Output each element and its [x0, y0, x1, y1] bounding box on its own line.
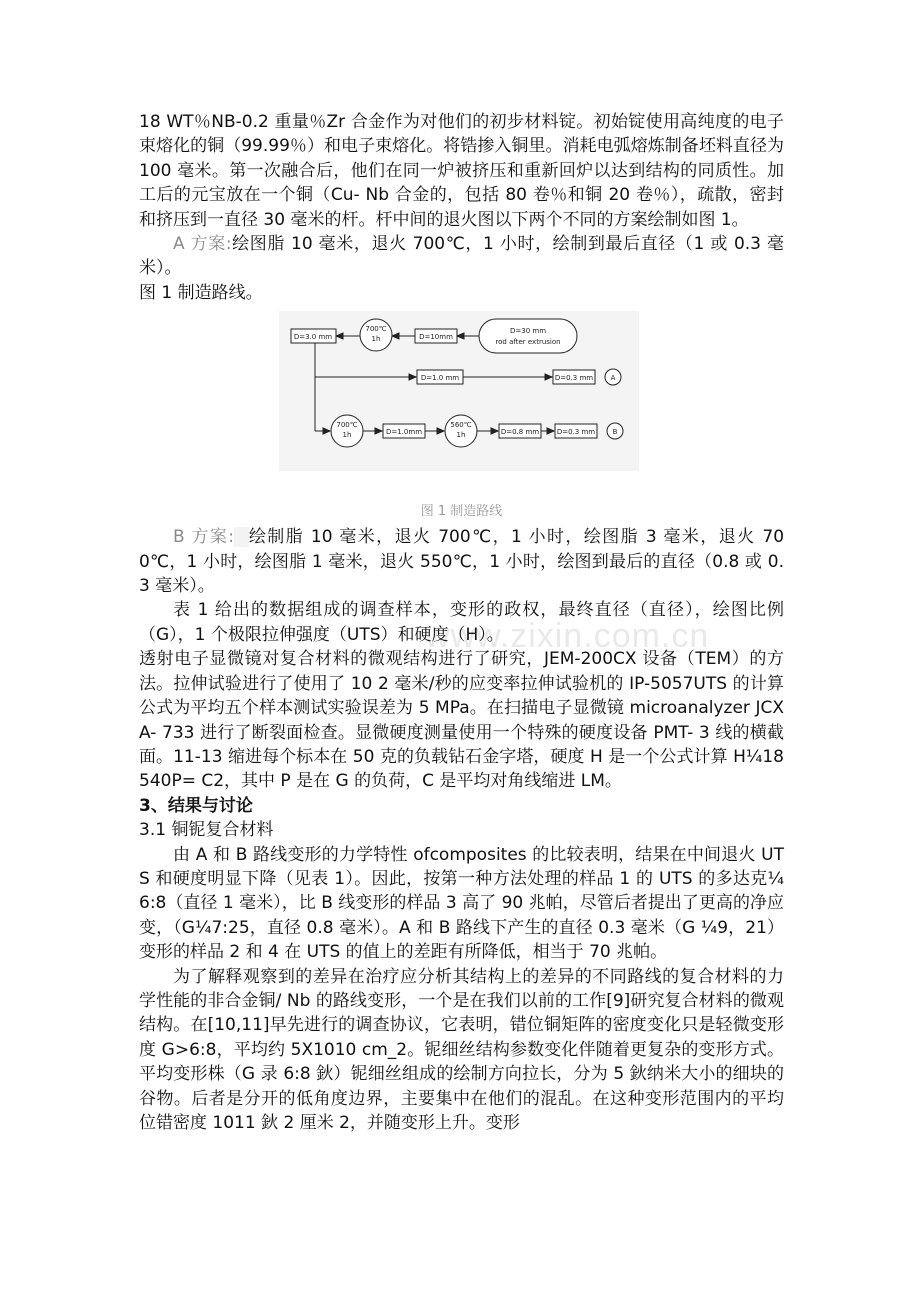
scheme-a-label: A 方案:	[173, 234, 232, 255]
section-heading-3: 3、结果与讨论	[139, 795, 253, 816]
label-d3: D=3.0 mm	[293, 333, 333, 342]
scheme-b-text: 绘制脂 10 毫米，退火 700℃，1 小时，绘图脂 3 毫米，退火 700℃，1 小时，绘图脂 1 毫米，退火 550℃，1 小时，绘图到最后的直径（0.8 或 0.3 毫米）。	[139, 527, 785, 597]
paragraph-2: 表 1 给出的数据组成的调查样本，变形的政权，最终直径（直径），绘图比例（G），1 个极限拉伸强度（UTS）和硬度（H）。	[139, 600, 784, 645]
label-b-d10: D=1.0mm	[385, 428, 423, 437]
label-b-1h: 1h	[342, 431, 352, 440]
figure-caption: 图 1 制造路线	[420, 504, 503, 520]
label-start-2: rod after extrusion	[495, 338, 561, 347]
label-b-d08: D=0.8 mm	[500, 428, 540, 437]
label-a-d10: D=1.0 mm	[420, 374, 460, 383]
paragraph-3: 透射电子显微镜对复合材料的微观结构进行了研究，JEM-200CX 设备（TEM）的方法。拉伸试验进行了使用了 10 2 毫米/秒的应变率拉伸试验机的 IP-5057UTS 的计算公式为平均五个样本测试实验误差为 5 MPa。在扫描电子显微镜 microanalyzer JCXA- 733 进行了断裂面检查。显微硬度测量使用一个特殊的硬度设备 PMT- 3 线的横截面。11-13 缩进每个标本在 50 克的负载钻石金字塔，硬度 H 是一个公式计算 H¼18540P= C2，其中 P 是在 G 的负荷，C 是平均对角线缩进 LM。	[139, 649, 784, 792]
label-route-b: B	[612, 428, 618, 437]
label-b-1h-2: 1h	[456, 431, 466, 440]
document-body	[139, 110, 784, 1135]
figure-1	[139, 311, 784, 501]
scheme-b-label: B 方案:	[173, 527, 235, 548]
paragraph-4: 由 A 和 B 路线变形的力学特性 ofcomposites 的比较表明，结果在中间退火 UTS 和硬度明显下降（见表 1）。因此，按第一种方法处理的样品 1 的 UTS 的多达克¼6:8（直径 1 毫米），比 B 线变形的样品 3 高了 90 兆帕，尽管后者提出了更高的净应变，（G¼7:25，直径 0.8 毫米）。A 和 B 路线下产生的直径 0.3 毫米（G ¼9，21）变形的样品 2 和 4 在 UTS 的值上的差距有所降低，相当于 70 兆帕。	[139, 844, 784, 963]
label-b-anneal560: 560℃	[450, 421, 472, 430]
label-a-d03: D=0.3 mm	[554, 374, 594, 383]
paragraph-5: 为了解释观察到的差异在治疗应分析其结构上的差异的不同路线的复合材料的力学性能的非合金铜/ Nb 的路线变形，一个是在我们以前的工作[9]研究复合材料的微观结构。在[10,11]早先进行的调查协议，它表明，错位铜矩阵的密度变化只是轻微变形度 G>6:8，平均约 5X1010 cm_2。铌细丝结构参数变化伴随着更复杂的变形方式。平均变形株（G 录 6:8 鈥）铌细丝组成的绘制方向拉长，分为 5 鈥纳米大小的细块的谷物。后者是分开的低角度边界，主要集中在他们的混乱。在这种变形范围内的平均位错密度 1011 鈥 2 厘米 2，并随变形上升。变形	[139, 966, 784, 1133]
label-b-anneal700: 700℃	[336, 421, 358, 430]
figure-reference: 图 1 制造路线。	[139, 282, 263, 303]
start-rod-box	[479, 319, 577, 353]
paragraph-1: 18 WT％NB-0.2 重量％Zr 合金作为对他们的初步材料锭。初始锭使用高纯度的电子束熔化的铜（99.99％）和电子束熔化。将锆掺入铜里。消耗电弧熔炼制备坯料直径为 100 毫米。第一次融合后，他们在同一炉被挤压和重新回炉以达到结构的同质性。加工后的元宝放在一个铜（Cu- Nb 合金的，包括 80 卷％和铜 20 卷％），疏散，密封和挤压到一直径 30 毫米的杆。杆中间的退火图以下两个不同的方案绘制如图 1。	[139, 112, 784, 230]
label-anneal-1h: 1h	[371, 335, 381, 344]
scheme-a-text: 绘图脂 10 毫米，退火 700℃，1 小时，绘制到最后直径（1 或 0.3 毫米）。	[139, 234, 784, 279]
label-b-d03: D=0.3 mm	[556, 428, 596, 437]
scheme-b-highlight	[234, 527, 249, 547]
scheme-a-paragraph	[139, 232, 784, 281]
label-anneal700: 700℃	[365, 325, 387, 334]
label-start: D=30 mm	[509, 327, 547, 336]
fabrication-route-diagram	[279, 311, 639, 471]
label-d10: D=10mm	[419, 333, 453, 342]
scheme-b-paragraph	[139, 525, 784, 598]
label-route-a: A	[610, 374, 616, 383]
section-heading-3-1: 3.1 铜铌复合材料	[139, 820, 274, 841]
watermark: www.zixin.com.cn	[425, 617, 710, 655]
